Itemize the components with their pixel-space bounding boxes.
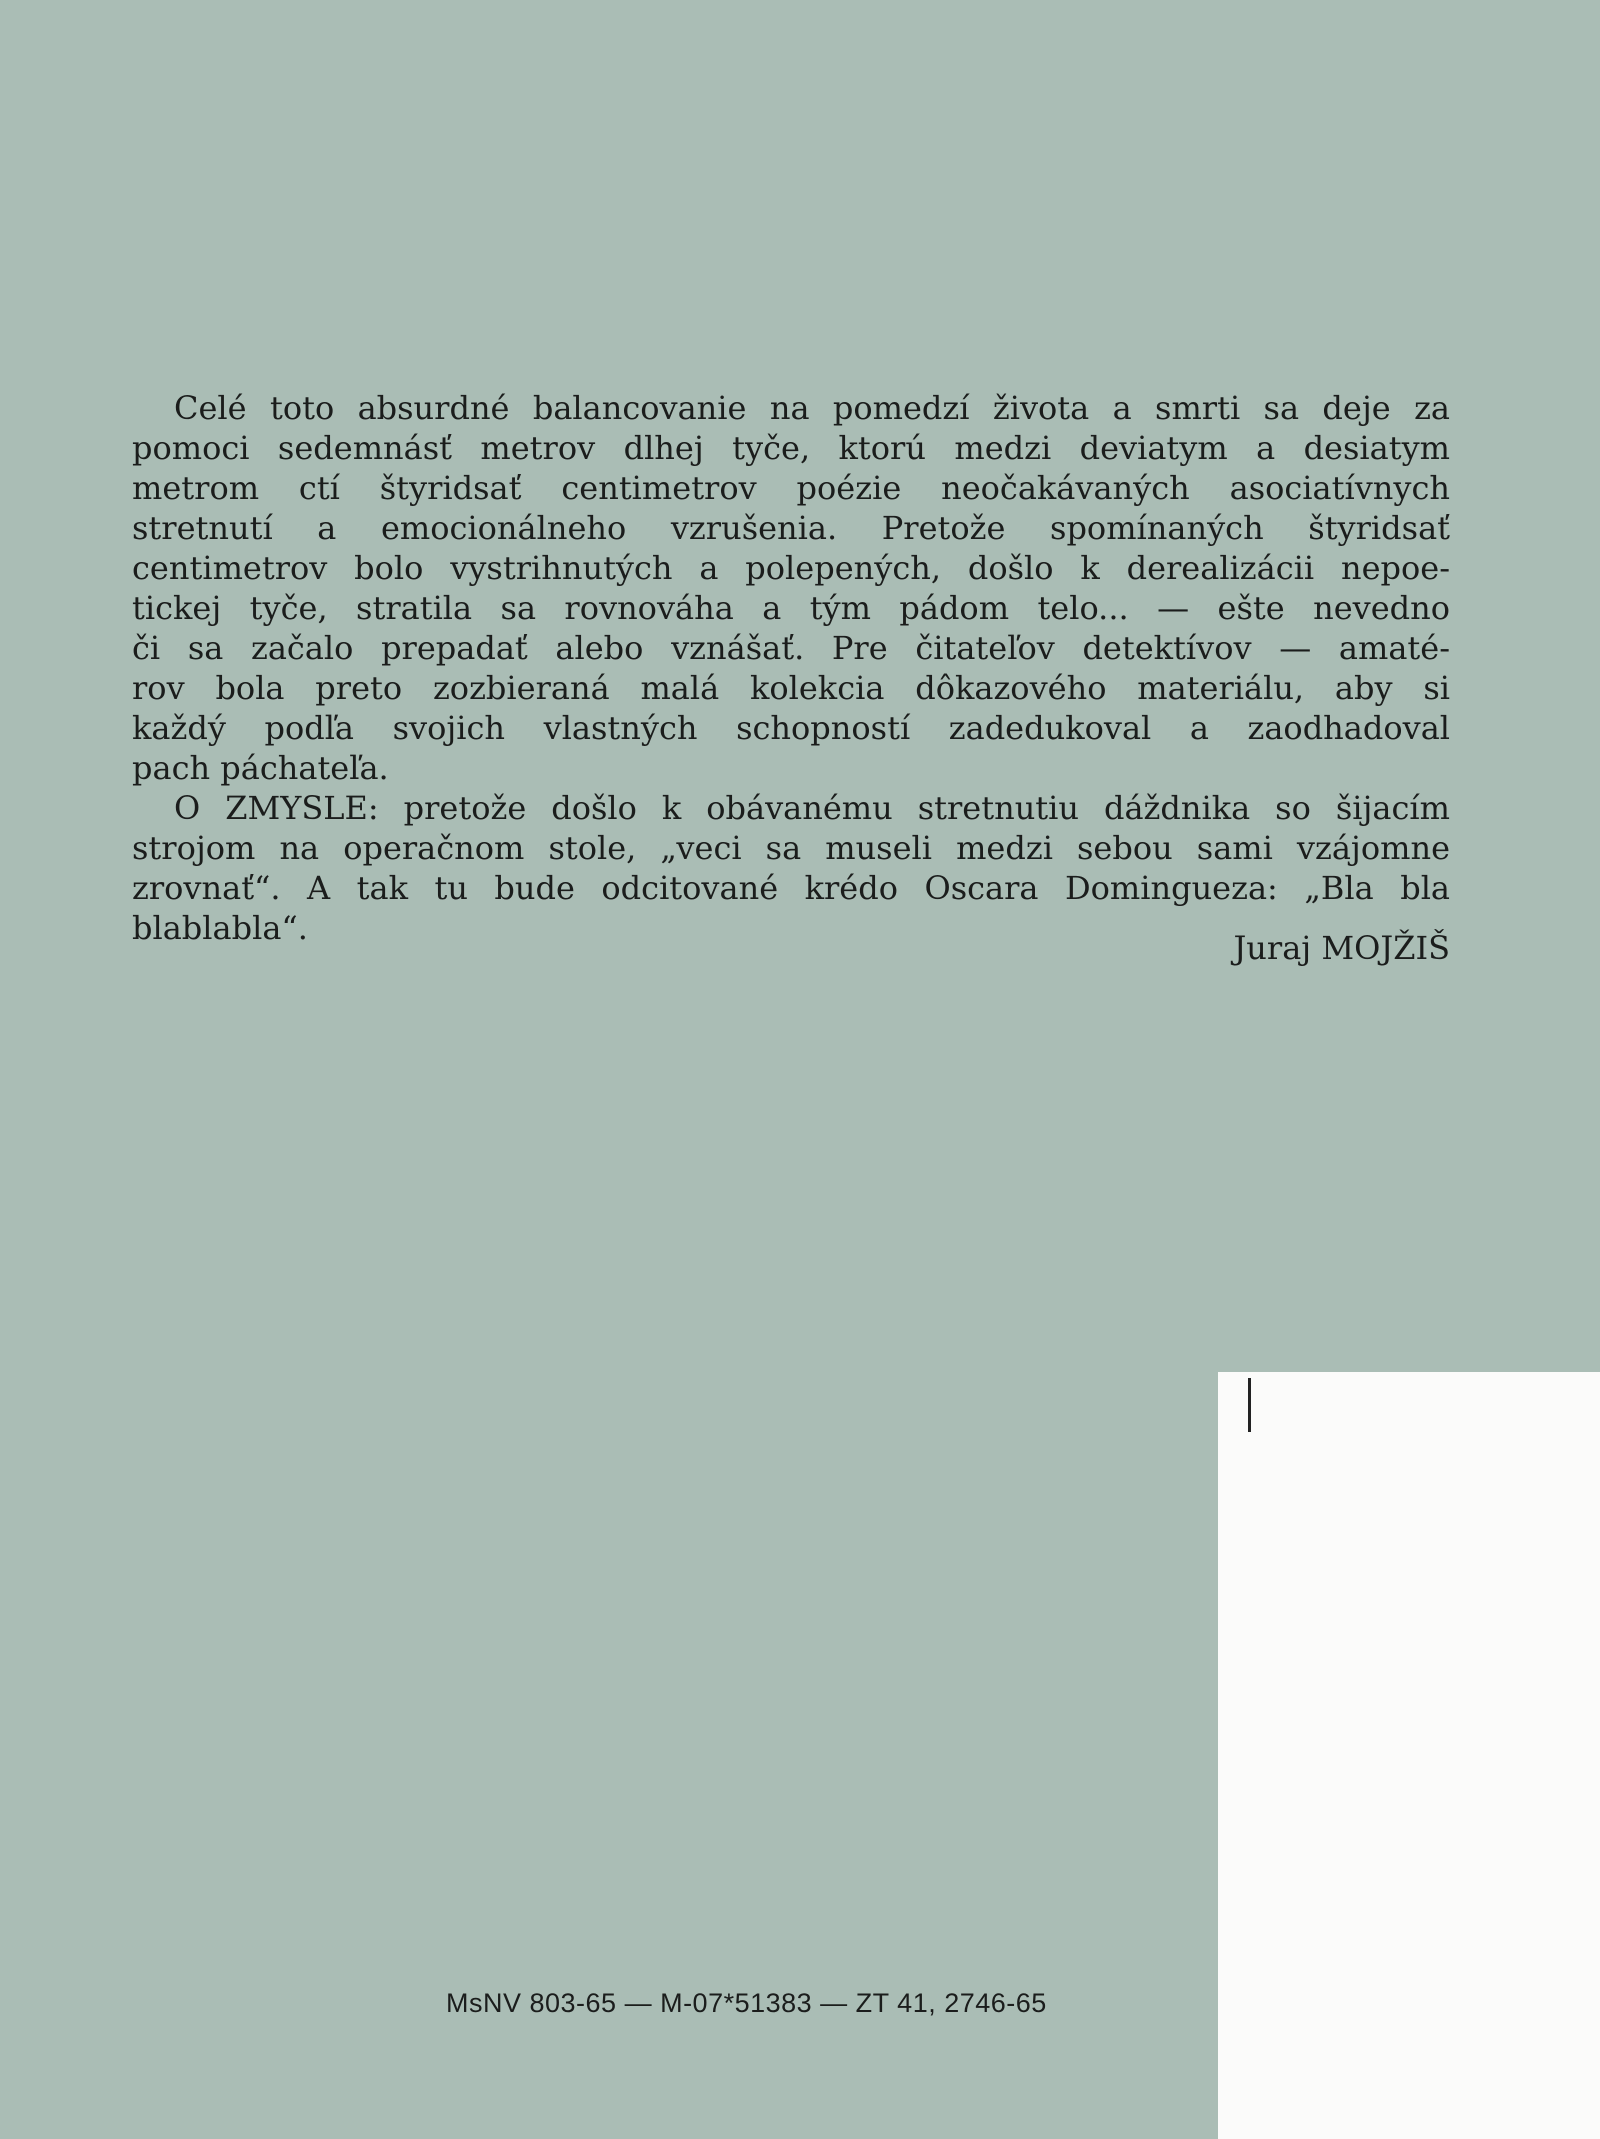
- text-line: stretnutí a emocionálneho vzrušenia. Pretože spomínaných štyridsať: [132, 509, 1450, 547]
- publication-code: MsNV 803-65 — M-07*51383 — ZT 41, 2746-65: [446, 1988, 1047, 2018]
- white-label-sticker: [1218, 1372, 1600, 2139]
- text-line: Celé toto absurdné balancovanie na pomedzí života a smrti sa deje za: [174, 389, 1450, 427]
- text-line: rov bola preto zozbieraná malá kolekcia dôkazového materiálu, aby si: [132, 669, 1450, 707]
- text-line: či sa začalo prepadať alebo vznášať. Pre čitateľov detektívov — amaté-: [132, 629, 1450, 667]
- text-line: O ZMYSLE: pretože došlo k obávanému stretnutiu dáždnika so šijacím: [174, 789, 1450, 827]
- text-line: centimetrov bolo vystrihnutých a polepených, došlo k derealizácii nepoe-: [132, 549, 1450, 587]
- text-line: pach páchateľa.: [132, 749, 389, 787]
- text-line: tickej tyče, stratila sa rovnováha a tým pádom telo... — ešte nevedno: [132, 589, 1450, 627]
- blurb-text: [132, 388, 1450, 948]
- label-mark: [1248, 1378, 1251, 1432]
- text-line: blablabla“.: [132, 909, 308, 947]
- text-line: pomoci sedemnásť metrov dlhej tyče, ktorú medzi deviatym a desiatym: [132, 429, 1450, 467]
- text-line: strojom na operačnom stole, „veci sa museli medzi sebou sami vzájomne: [132, 829, 1450, 867]
- text-line: zrovnať“. A tak tu bude odcitované krédo Oscara Domingueza: „Bla bla: [132, 869, 1450, 907]
- text-line: metrom ctí štyridsať centimetrov poézie neočakávaných asociatívnych: [132, 469, 1450, 507]
- text-line: každý podľa svojich vlastných schopností zadedukoval a zaodhadoval: [132, 709, 1450, 747]
- author-signature: Juraj MOJŽIŠ: [1233, 929, 1450, 967]
